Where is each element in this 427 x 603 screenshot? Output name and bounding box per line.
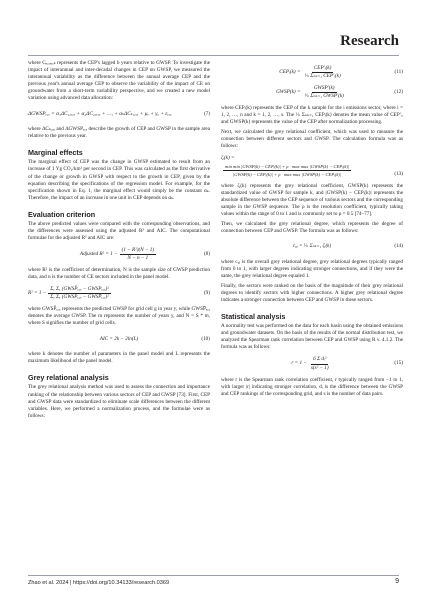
paragraph: Then, we calculated the grey relational degree, which represents the degree of connection between CEP and GWSP. The formula was as follows: [221, 220, 403, 234]
right-column [221, 60, 403, 401]
fraction [302, 85, 345, 100]
denominator: N − n − 1 [127, 254, 149, 261]
fraction [302, 65, 342, 80]
page-number: 9 [395, 578, 399, 585]
denominator: s(s² − 1) [310, 364, 329, 371]
numerator: CEP′ᵢ(k) [312, 65, 334, 73]
equation-lhs: r = 1 − [291, 360, 307, 367]
paragraph: Next, we calculated the grey relational coefficient, which was used to measure the connection between different sectors and GWSP. The calculation formula was as follows: [221, 129, 403, 150]
footer-rule [28, 575, 399, 576]
fraction [223, 163, 351, 178]
fraction [309, 356, 331, 371]
paragraph: where k denotes the number of parameters in the panel model and L represents the maximum likelihood of the panel model. [28, 351, 210, 365]
section-heading-evaluation-criterion: Evaluation criterion [28, 209, 96, 219]
equation-lhs: R² = 1 − [28, 290, 47, 297]
denominator: Σₑ Σₓ (GWSP̂ₑ,ₓ − GWSP̅ₑ,ₓ)² [50, 294, 109, 301]
paragraph: where ΔCₖ,ₑₓ and ΔGWSPₑ,ₓ describe the growth of CEP and GWSP in the sample area relative to the previous year. [28, 126, 210, 140]
paragraph: The grey relational analysis method was used to assess the connection and importance ranking of the relationship between various sectors of CEP and GWSP [73]. First, CEP and GWSP data were standardized to eliminate scale differences between the different variables. Here, we performed a normalization process, and the formulae were as follows: [28, 384, 210, 419]
equation-9 [28, 286, 210, 301]
equation-number: (12) [394, 89, 403, 96]
numerator: (1 − R²)(N − 1) [120, 247, 156, 255]
paragraph: where ζᵢ(k) represents the grey relational coefficient, GWSP(k) represents the standardized value of GWSP for sample k, and |GWSP(k) − CEPᵢ(k)| represents the absolute difference between the CEP sequence of various sectors and the corresponding sample in the GWSP sequence. The ρ is the resolution coefficient, typically taking values within the range of 0 to 1 and is commonly set to ρ = 0.5 [74–77]. [221, 182, 403, 217]
equation-12 [221, 85, 403, 100]
paragraph: where R² is the coefficient of determination, N is the sample size of GWSP prediction data, and n is the number of CE sectors included in the panel model. [28, 266, 210, 281]
denominator: ¹⁄ₙ Σₙₖ₌₁ CEP′ᵢ(k) [304, 73, 341, 80]
equation-number: (11) [394, 69, 403, 76]
equation-number: (13) [394, 170, 403, 177]
equation-number: (10) [201, 335, 210, 342]
equation-body: c₀ᵢ = ¹⁄ₙ Σₙₖ₌₁ ζᵢ(k) [292, 243, 332, 250]
header-rule [28, 55, 399, 56]
paragraph: where GWSP̂ₑ,ₓ represents the predicted GWSP for grid cell g in year y, while GWSP̅ₑ,ₓ denotes the average GWSP. The m represents the number of years y, and N = S * m, where S signifies the number of grid cells. [28, 306, 210, 327]
numerator: 6 Σ dᵢ² [311, 356, 328, 364]
paragraph: A normality test was performed on the data for each basin using the obtained emissions and groundwater datasets. On the basis of the results of the normal distribution test, we analyzed the Spearman rank correlation between CEP and GWSP using R v. 4.1.2. The formula was as follows: [221, 323, 403, 351]
citation-text: Zhao et al. 2024 | https://doi.org/10.34133/research.0369 [28, 580, 170, 586]
section-heading-marginal-effects: Marginal effects [28, 148, 83, 158]
equation-8 [28, 247, 210, 262]
fraction [120, 247, 156, 262]
footer-citation [28, 580, 169, 586]
paragraph: The above predicted values were compared with the corresponding observations, and the differences were assessed using the adjusted R² and AIC. The computational formulae for the adjusted R² and AIC are: [28, 220, 210, 241]
fraction [48, 286, 111, 301]
section-heading-grey-relational-analysis: Grey relational analysis [28, 373, 109, 383]
equation-13 [221, 155, 403, 177]
equation-10 [28, 332, 210, 346]
equation-11 [221, 65, 403, 80]
page-header [0, 0, 427, 60]
paragraph: where CEPᵢ(k) represents the CEP of the k sample for the i emissions sector, where i = 1, 2, …, n and k = 1, 2, …, s. The ¹⁄ₙ Σₙₖ₌₁ CEPᵢ(k) denotes the mean value of CEP′ᵢ, and GWSP(k) represents the value of the CEP after normalization processing. [221, 105, 403, 126]
equation-14 [221, 240, 403, 254]
equation-body: ΔGWSPₑ,ₓ = α₁ΔC₁,ₑ,ₓ + α₂ΔC₂,ₑ,ₓ + …, + αₖΔCₖ,ₑ,ₓ + μₑ + γₓ + εₑ,ₓ [28, 110, 172, 117]
paragraph: The marginal effect of CEP was the change in GWSP estimated to result from an increase of 1 Yg CO₂/km² per second in CEP. This was calculated as the first derivative of the change or growth in GWSP with respect to the growth in CEP, given by the equation describing the specifications of the regression model. For example, for the specification shown in Eq. 1, the marginal effect would simply be the constant αₖ. Therefore, the impact of an increase in one unit in CEP depends on αₖ. [28, 159, 210, 201]
numerator: GWSP′(k) [312, 85, 337, 93]
equation-lhs: GWSP(k) = [276, 89, 301, 96]
equation-number: (9) [203, 290, 210, 297]
equation-number: (14) [394, 243, 403, 250]
equation-7 [28, 107, 210, 121]
paragraph: where c₀ᵢ is the overall grey relational degree, grey relational degrees typically ranged from 0 to 1, with larger degrees indicating stronger connections, and if they were the same, the grey relational degree equaled 1. [221, 258, 403, 280]
section-heading-statistical-analysis: Statistical analysis [221, 312, 286, 322]
equation-lhs: CEPᵢ(k) = [279, 69, 301, 76]
paragraph: Finally, the sectors were ranked on the basis of the magnitude of their grey relational degrees to identify sectors with higher connections. A higher grey relational degree indicates a stronger connection between CEP and GWSP in these sectors. [221, 283, 403, 304]
equation-number: (7) [203, 110, 210, 117]
equation-number: (15) [394, 360, 403, 367]
paragraph: where Cₑ,ₐₑₑ,ₖ represents the CEP's lagged b years relative to GWSP. To investigate the impact of interannual and inter-decadal changes in CEP on GWSP, we measured the interannual variability as the difference between the annual average CEP and the previous year's annual average CEP to observe the variability of the impact of CE on groundwater from a short-term variability perspective, and we created a new model variation using advanced data allocation: [28, 60, 210, 102]
numerator: Σₑ Σₓ (GWSP̂ₑ,ₓ − GWSPₑ,ₓ)² [48, 286, 111, 294]
equation-15 [221, 356, 403, 371]
paragraph: where r is the Spearman rank correlation coefficient, r typically ranged from −1 to 1, with larger |r| indicating stronger correlation, dᵢ is the difference between the GWSP and CEP rankings of the corresponding grid, and s is the number of data pairs. [221, 376, 403, 397]
numerator: min min |GWSP(k) − CEPᵢ(k)| + ρ · max max |GWSP(k) − CEPᵢ(k)| [223, 163, 351, 171]
equation-number: (8) [203, 250, 210, 257]
equation-lhs: Adjusted R² = 1 − [79, 250, 118, 257]
left-column [28, 60, 210, 423]
journal-name: Research [340, 33, 399, 49]
equation-lhs: ζᵢ(k) = [221, 155, 235, 162]
equation-body: AIC = 2k − 2ln(L) [99, 335, 139, 342]
denominator: |GWSP(k) − CEPᵢ(k)| + ρ · max max |GWSP(k) − CEPᵢ(k)| [233, 171, 342, 177]
denominator: ¹⁄ₙ Σₙₖ₌₁ GWSP′(k) [304, 93, 344, 100]
